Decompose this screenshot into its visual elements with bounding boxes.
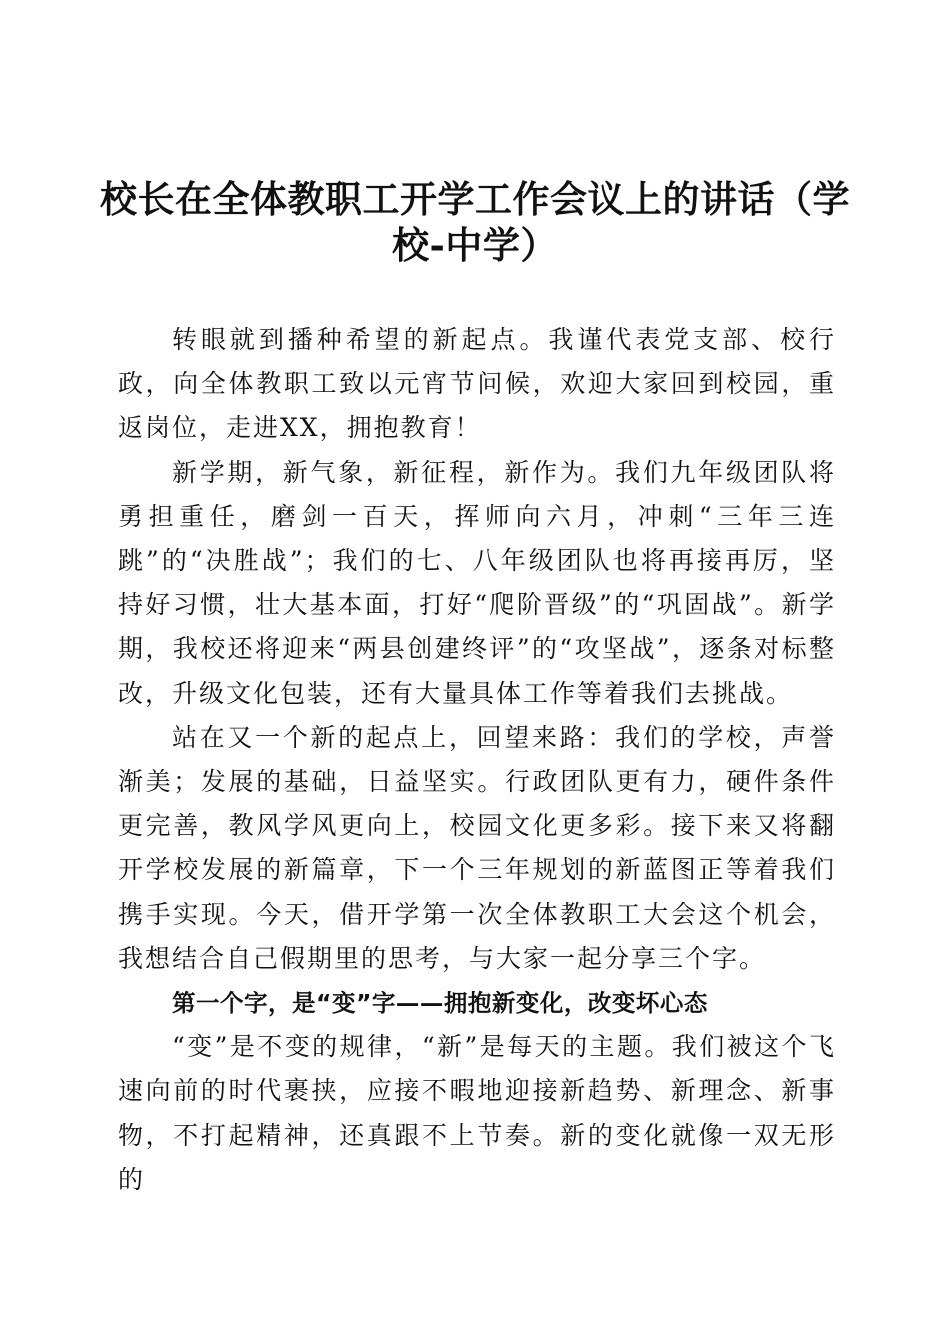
paragraph-change: “变”是不变的规律，“新”是每天的主题。我们被这个飞速向前的时代裹挟，应接不暇地迎接新趋势、新理念、新事物，不打起精神，还真跟不上节奏。新的变化就像一双无形的: [118, 1032, 836, 1194]
paragraph-new-semester: 新学期，新气象，新征程，新作为。我们九年级团队将勇担重任，磨剑一百天，挥师向六月，冲刺“三年三连跳”的“决胜战”；我们的七、八年级团队也将再接再厉，坚持好习惯，壮大基本面，打好“爬阶晋级”的“巩固战”。新学期，我校还将迎来“两县创建终评”的“攻坚战”，逐条对标整改，升级文化包装，还有大量具体工作等着我们去挑战。: [118, 457, 836, 708]
section-heading-change: 第一个字，是“变”字——拥抱新变化，改变坏心态: [172, 989, 708, 1018]
title-line-2: 校-中学）: [392, 223, 558, 267]
paragraph-review: 站在又一个新的起点上，回望来路：我们的学校，声誉渐美；发展的基础，日益坚实。行政团队更有力，硬件条件更完善，教风学风更向上，校园文化更多彩。接下来又将翻开学校发展的新篇章，下一个三年规划的新蓝图正等着我们携手实现。今天，借开学第一次全体教职工大会这个机会，我想结合自己假期里的思考，与大家一起分享三个字。: [118, 722, 836, 973]
document-body: [118, 318, 836, 1202]
paragraph-greeting: 转眼就到播种希望的新起点。我谨代表党支部、校行政，向全体教职工致以元宵节问候，欢迎大家回到校园，重返岗位，走进XX，拥抱教育！: [118, 325, 836, 443]
title-line-1: 校长在全体教职工开学工作会议上的讲话（学: [100, 177, 850, 221]
document-title: [100, 176, 850, 268]
